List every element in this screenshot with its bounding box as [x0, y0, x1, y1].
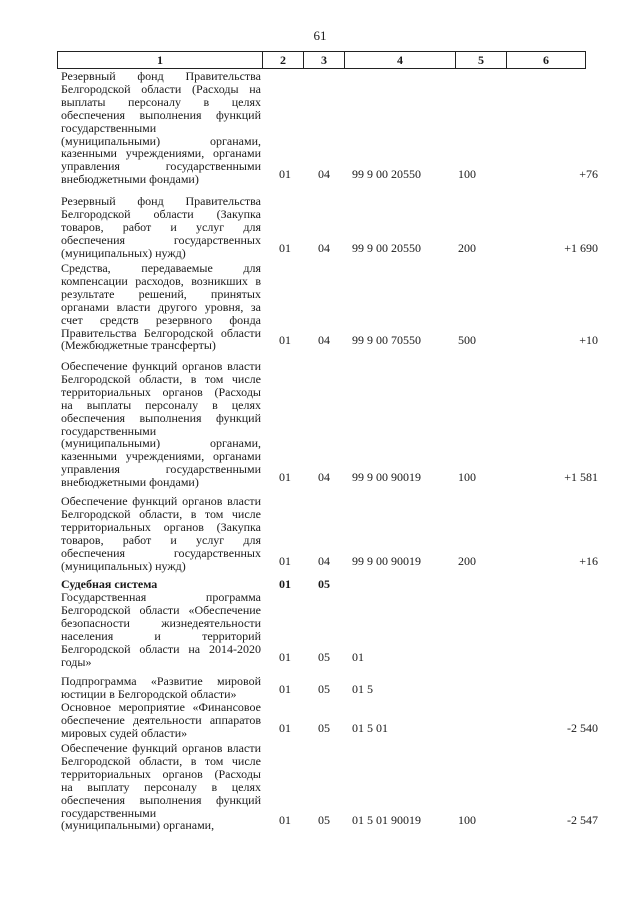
target-article-code: 99 9 00 70550: [352, 333, 421, 348]
row-description-line: государственными: [61, 805, 157, 820]
subsection-code: 05: [318, 813, 330, 828]
row-description: [61, 591, 261, 668]
subsection-code: 04: [318, 553, 330, 568]
row-description-line: Белгородской области, в том числе: [61, 371, 261, 386]
row-description-line: товаров, работ и услуг для: [61, 219, 261, 234]
section-code: 01: [279, 470, 291, 485]
expense-type-code: 100: [458, 167, 476, 182]
subsection-code: 04: [318, 333, 330, 348]
header-col-1: 1: [157, 53, 163, 67]
section-code: 01: [279, 333, 291, 348]
row-description-line: (муниципальными) органами,: [61, 133, 261, 148]
subsection-code: 05: [318, 577, 330, 591]
row-description-line: обеспечения выполнения функций: [61, 792, 261, 807]
row-description-line: на выплату персоналу в целях: [61, 779, 261, 794]
row-description-line: территориальных органов (Расходы: [61, 766, 261, 781]
row-description-line: Государственная программа: [61, 590, 261, 604]
row-description-line: казенными учреждениями, органами: [61, 449, 261, 464]
row-description-line: Обеспечение функций органов власти: [61, 494, 261, 508]
section-code: 01: [279, 167, 291, 182]
target-article-code: 99 9 00 90019: [352, 470, 421, 485]
target-article-code: 99 9 00 20550: [352, 167, 421, 182]
row-description-line: мировых судей области»: [61, 725, 188, 740]
row-description-line: Белгородской области (Закупка: [61, 206, 261, 221]
row-description-line: выплаты персоналу в целях: [61, 94, 261, 109]
row-description: [61, 495, 261, 572]
target-article-code: 99 9 00 90019: [352, 553, 421, 568]
row-description-line: государственными: [61, 423, 157, 438]
section-code: 01: [279, 577, 291, 591]
row-description-line: (муниципальных) нужд): [61, 558, 186, 573]
row-description-line: Белгородской области, в том числе: [61, 753, 261, 768]
subsection-code: 04: [318, 470, 330, 485]
row-description-line: Судебная система: [61, 577, 158, 591]
row-description: [61, 578, 261, 591]
row-description-line: органами власти другого уровня, за: [61, 299, 261, 314]
subsection-code: 04: [318, 240, 330, 255]
row-description-line: обеспечения государственных: [61, 545, 261, 560]
amount-change: -2 547: [567, 813, 598, 828]
subsection-code: 05: [318, 681, 330, 696]
header-col-6: 6: [506, 52, 585, 68]
expense-type-code: 200: [458, 553, 476, 568]
row-description-line: (муниципальными) органами,: [61, 818, 215, 833]
amount-change: +1 581: [564, 470, 598, 485]
section-code: 01: [279, 681, 291, 696]
amount-change: +16: [579, 553, 598, 568]
row-description: [61, 262, 261, 352]
target-article-code: 01 5 01 90019: [352, 813, 421, 828]
section-code: 01: [279, 553, 291, 568]
row-description-line: Обеспечение функций органов власти: [61, 359, 261, 373]
table-header: [57, 51, 586, 69]
row-description-line: обеспечения выполнения функций: [61, 410, 261, 425]
row-description-line: Белгородской области (Расходы на: [61, 81, 261, 96]
row-description-line: обеспечение деятельности аппаратов: [61, 712, 261, 727]
row-description-line: обеспечения выполнения функций: [61, 107, 261, 122]
row-description-line: территориальных органов (Закупка: [61, 519, 261, 534]
row-description-line: населения и территорий: [61, 628, 261, 643]
row-description-line: безопасности жизнедеятельности: [61, 615, 261, 630]
row-description-line: внебюджетными фондами): [61, 172, 199, 187]
header-col-4: 4: [344, 52, 455, 68]
row-description-line: внебюджетными фондами): [61, 475, 199, 490]
amount-change: +76: [579, 167, 598, 182]
row-description: [61, 195, 261, 260]
row-description: [61, 742, 261, 832]
row-description-line: государственными: [61, 120, 157, 135]
row-description-line: Основное мероприятие «Финансовое: [61, 700, 261, 714]
row-description-line: Резервный фонд Правительства: [61, 194, 261, 208]
amount-change: -2 540: [567, 720, 598, 735]
section-code: 01: [279, 813, 291, 828]
row-description-line: Резервный фонд Правительства: [61, 69, 261, 83]
row-description-line: Средства, передаваемые для: [61, 261, 261, 275]
row-description-line: товаров, работ и услуг для: [61, 532, 261, 547]
expense-type-code: 100: [458, 470, 476, 485]
row-description-line: (Межбюджетные трансферты): [61, 338, 216, 353]
row-description-line: годы»: [61, 654, 92, 669]
row-description-line: Белгородской области, в том числе: [61, 506, 261, 521]
row-description-line: управления государственными: [61, 159, 261, 174]
header-col-5: 5: [455, 52, 506, 68]
section-code: 01: [279, 649, 291, 664]
subsection-code: 04: [318, 167, 330, 182]
row-description-line: Белгородской области «Обеспечение: [61, 602, 261, 617]
row-description-line: Белгородской области на 2014-2020: [61, 641, 261, 656]
row-description-line: счет средств резервного фонда: [61, 312, 261, 327]
row-description: [61, 701, 261, 740]
section-code: 01: [279, 720, 291, 735]
target-article-code: 01 5: [352, 681, 373, 696]
row-description-line: Обеспечение функций органов власти: [61, 741, 261, 755]
expense-type-code: 500: [458, 333, 476, 348]
target-article-code: 01 5 01: [352, 720, 388, 735]
amount-change: +1 690: [564, 240, 598, 255]
row-description-line: обеспечения государственных: [61, 232, 261, 247]
row-description-line: Правительства Белгородской области: [61, 325, 261, 340]
row-description-line: Подпрограмма «Развитие мировой: [61, 674, 261, 688]
row-description-line: результате решений, принятых: [61, 286, 261, 301]
subsection-code: 05: [318, 649, 330, 664]
row-description-line: территориальных органов (Расходы: [61, 384, 261, 399]
row-description-line: компенсации расходов, возникших в: [61, 273, 261, 288]
target-article-code: 01: [352, 649, 364, 664]
target-article-code: 99 9 00 20550: [352, 240, 421, 255]
row-description: [61, 675, 261, 701]
row-description-line: (муниципальных) нужд): [61, 245, 186, 260]
header-col-3: 3: [303, 52, 344, 68]
row-description-line: на выплаты персоналу в целях: [61, 397, 261, 412]
expense-type-code: 100: [458, 813, 476, 828]
expense-type-code: 200: [458, 240, 476, 255]
row-description: [61, 70, 261, 186]
section-code: 01: [279, 240, 291, 255]
row-description-line: (муниципальными) органами,: [61, 436, 261, 451]
row-description-line: юстиции в Белгородской области»: [61, 686, 237, 701]
header-col-2: 2: [262, 52, 303, 68]
row-description: [61, 360, 261, 489]
row-description-line: управления государственными: [61, 462, 261, 477]
amount-change: +10: [579, 333, 598, 348]
subsection-code: 05: [318, 720, 330, 735]
page-number: 61: [313, 28, 327, 43]
row-description-line: казенными учреждениями, органами: [61, 146, 261, 161]
